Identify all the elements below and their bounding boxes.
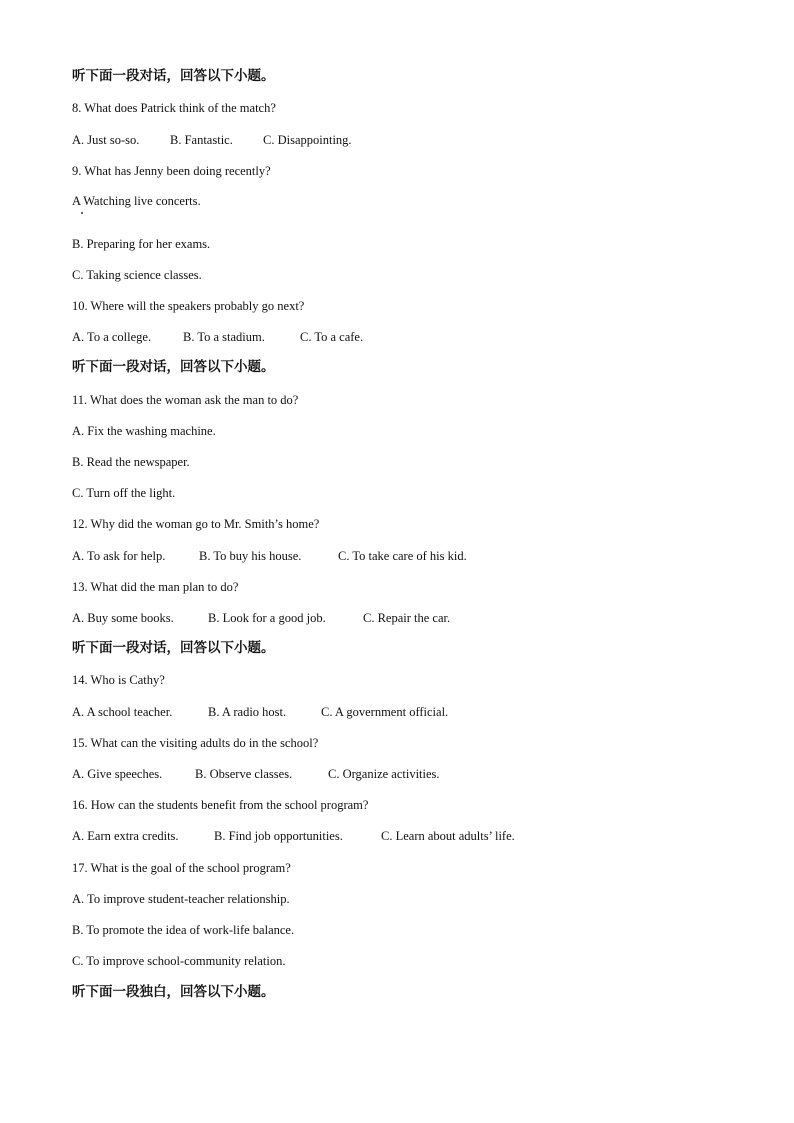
q9-option-c: C. Taking science classes. <box>72 268 202 282</box>
q13-option-a: A. Buy some books. <box>72 611 174 625</box>
q8-option-c: C. Disappointing. <box>263 133 352 147</box>
question-8: 8. What does Patrick think of the match? <box>72 101 276 115</box>
q10-options <box>72 329 363 345</box>
q15-option-a: A. Give speeches. <box>72 767 163 781</box>
section-heading: 听下面一段独白，回答以下小题。 <box>72 984 275 1000</box>
section-heading: 听下面一段对话，回答以下小题。 <box>72 68 275 84</box>
q17-option-a: A. To improve student-teacher relationship. <box>72 892 290 906</box>
q11-option-b: B. Read the newspaper. <box>72 455 190 469</box>
q12-option-b: B. To buy his house. <box>199 549 302 563</box>
q8-options <box>72 132 352 148</box>
q13-option-c: C. Repair the car. <box>363 611 451 625</box>
question-9: 9. What has Jenny been doing recently? <box>72 164 271 178</box>
question-13: 13. What did the man plan to do? <box>72 580 239 594</box>
question-10: 10. Where will the speakers probably go next? <box>72 299 305 313</box>
question-16: 16. How can the students benefit from the school program? <box>72 798 369 812</box>
q16-option-c: C. Learn about adults’ life. <box>381 829 515 843</box>
question-17: 17. What is the goal of the school program? <box>72 861 291 875</box>
q17-option-c: C. To improve school-community relation. <box>72 954 286 968</box>
stray-dot <box>81 212 83 214</box>
question-11: 11. What does the woman ask the man to do? <box>72 393 299 407</box>
q14-option-b: B. A radio host. <box>208 705 287 719</box>
q16-option-a: A. Earn extra credits. <box>72 829 179 843</box>
section-heading: 听下面一段对话，回答以下小题。 <box>72 359 275 375</box>
q10-option-a: A. To a college. <box>72 330 152 344</box>
q16-options <box>72 828 515 844</box>
q15-options <box>72 766 440 782</box>
q12-options <box>72 548 467 564</box>
question-15: 15. What can the visiting adults do in the school? <box>72 736 319 750</box>
q13-option-b: B. Look for a good job. <box>208 611 326 625</box>
q15-option-b: B. Observe classes. <box>195 767 293 781</box>
q11-option-c: C. Turn off the light. <box>72 486 176 500</box>
q9-option-b: B. Preparing for her exams. <box>72 237 211 251</box>
q10-option-b: B. To a stadium. <box>183 330 265 344</box>
question-12: 12. Why did the woman go to Mr. Smith’s home? <box>72 517 320 531</box>
question-14: 14. Who is Cathy? <box>72 673 165 687</box>
q8-option-b: B. Fantastic. <box>170 133 233 147</box>
q13-options <box>72 610 450 626</box>
q15-option-c: C. Organize activities. <box>328 767 440 781</box>
q14-options <box>72 704 448 720</box>
q14-option-c: C. A government official. <box>321 705 449 719</box>
q11-option-a: A. Fix the washing machine. <box>72 424 216 438</box>
q12-option-a: A. To ask for help. <box>72 549 166 563</box>
q9-option-a: A Watching live concerts. <box>72 194 201 208</box>
q14-option-a: A. A school teacher. <box>72 705 173 719</box>
q12-option-c: C. To take care of his kid. <box>338 549 467 563</box>
q17-option-b: B. To promote the idea of work-life balance. <box>72 923 295 937</box>
q10-option-c: C. To a cafe. <box>300 330 364 344</box>
q8-option-a: A. Just so-so. <box>72 133 140 147</box>
q16-option-b: B. Find job opportunities. <box>214 829 343 843</box>
section-heading: 听下面一段对话，回答以下小题。 <box>72 640 275 656</box>
